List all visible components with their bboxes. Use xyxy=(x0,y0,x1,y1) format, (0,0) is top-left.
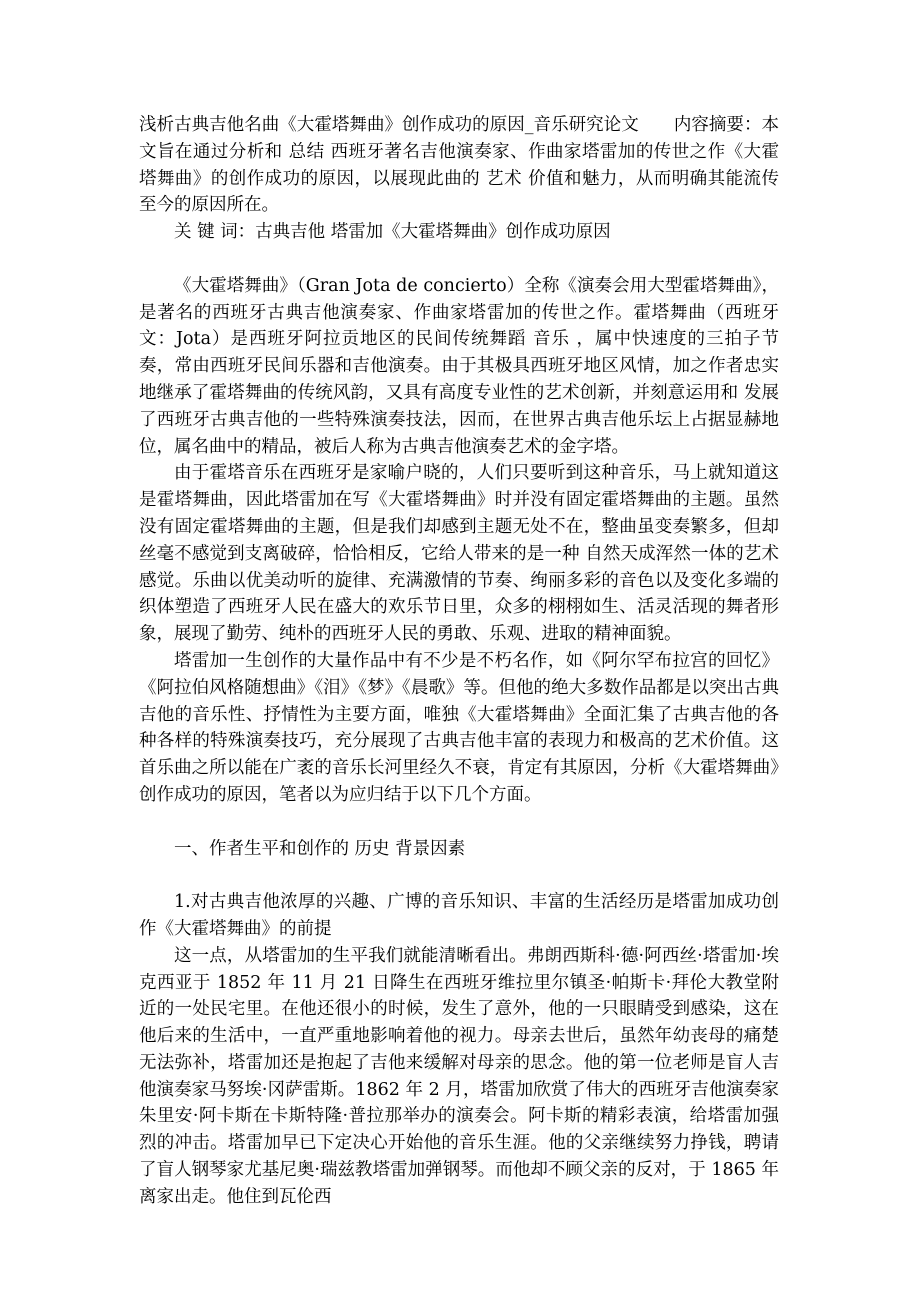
paragraph-biography: 这一点，从塔雷加的生平我们就能清晰看出。弗朗西斯科·德·阿西丝·塔雷加·埃克西亚于 1852 年 11 月 21 日降生在西班牙维拉里尔镇圣·帕斯卡·拜伦大教堂附近的一处民宅里。在他还很小的时候，发生了意外，他的一只眼睛受到感染，这在他后来的生活中，一直严重地影响着他的视力。母亲去世后，虽然年幼丧母的痛楚无法弥补，塔雷加还是抱起了吉他来缓解对母亲的思念。他的第一位老师是盲人吉他演奏家马努埃·冈萨雷斯。1862 年 2 月，塔雷加欣赏了伟大的西班牙吉他演奏家朱里安·阿卡斯在卡斯特隆·普拉那举办的演奏会。阿卡斯的精彩表演，给塔雷加强烈的冲击。塔雷加早已下定决心开始他的音乐生涯。他的父亲继续努力挣钱，聘请了盲人钢琴家尤基尼奥·瑞兹教塔雷加弹钢琴。而他却不顾父亲的反对，于 1865 年离家出走。他住到瓦伦西 xyxy=(139,945,779,1207)
document-page xyxy=(139,112,779,1211)
blank-line xyxy=(139,246,779,273)
paragraph-works: 塔雷加一生创作的大量作品中有不少是不朽名作，如《阿尔罕布拉宫的回忆》《阿拉伯风格随想曲》《泪》《梦》《晨歌》等。但他的绝大多数作品都是以突出古典吉他的音乐性、抒情性为主要方面，唯独《大霍塔舞曲》全面汇集了古典吉他的各种各样的特殊演奏技巧，充分展现了古典吉他丰富的表现力和极高的艺术价值。这首乐曲之所以能在广袤的音乐长河里经久不衰，肯定有其原因，分析《大霍塔舞曲》创作成功的原因，笔者以为应归结于以下几个方面。 xyxy=(139,650,779,805)
blank-line xyxy=(139,809,779,836)
paragraph-intro: 《大霍塔舞曲》（Gran Jota de concierto）全称《演奏会用大型霍塔舞曲》，是著名的西班牙古典吉他演奏家、作曲家塔雷加的传世之作。霍塔舞曲（西班牙文：Jota）是西班牙阿拉贡地区的民间传统舞蹈 音乐 ，属中快速度的三拍子节奏，常由西班牙民间乐器和吉他演奏。由于其极具西班牙地区风情，加之作者忠实地继承了霍塔舞曲的传统风韵，又具有高度专业性的艺术创新，并刻意运用和 发展 了西班牙古典吉他的一些特殊演奏技法，因而，在世界古典吉他乐坛上占据显赫地位，属名曲中的精品，被后人称为古典吉他演奏艺术的金字塔。 xyxy=(139,275,779,457)
title-abstract: 浅析古典吉他名曲《大霍塔舞曲》创作成功的原因_音乐研究论文 内容摘要：本文旨在通过分析和 总结 西班牙著名吉他演奏家、作曲家塔雷加的传世之作《大霍塔舞曲》的创作成功的原因，以展现此曲的 艺术 价值和魅力，从而明确其能流传至今的原因所在。 xyxy=(139,115,779,216)
paragraph-theme: 由于霍塔音乐在西班牙是家喻户晓的，人们只要听到这种音乐，马上就知道这是霍塔舞曲，因此塔雷加在写《大霍塔舞曲》时并没有固定霍塔舞曲的主题。虽然没有固定霍塔舞曲的主题，但是我们却感到主题无处不在，整曲虽变奏繁多，但却丝毫不感觉到支离破碎，恰恰相反，它给人带来的是一种 自然天成浑然一体的艺术感觉。乐曲以优美动听的旋律、充满激情的节奏、绚丽多彩的音色以及变化多端的织体塑造了西班牙人民在盛大的欢乐节日里，众多的栩栩如生、活灵活现的舞者形象，展现了勤劳、纯朴的西班牙人民的勇敢、乐观、进取的精神面貌。 xyxy=(139,463,779,645)
section-heading: 一、作者生平和创作的 历史 背景因素 xyxy=(174,838,466,859)
subsection-heading: 1.对古典吉他浓厚的兴趣、广博的音乐知识、丰富的生活经历是塔雷加成功创作《大霍塔舞曲》的前提 xyxy=(139,892,779,939)
keywords: 关 键 词：古典吉他 塔雷加《大霍塔舞曲》创作成功原因 xyxy=(174,222,611,243)
blank-line xyxy=(139,862,779,889)
